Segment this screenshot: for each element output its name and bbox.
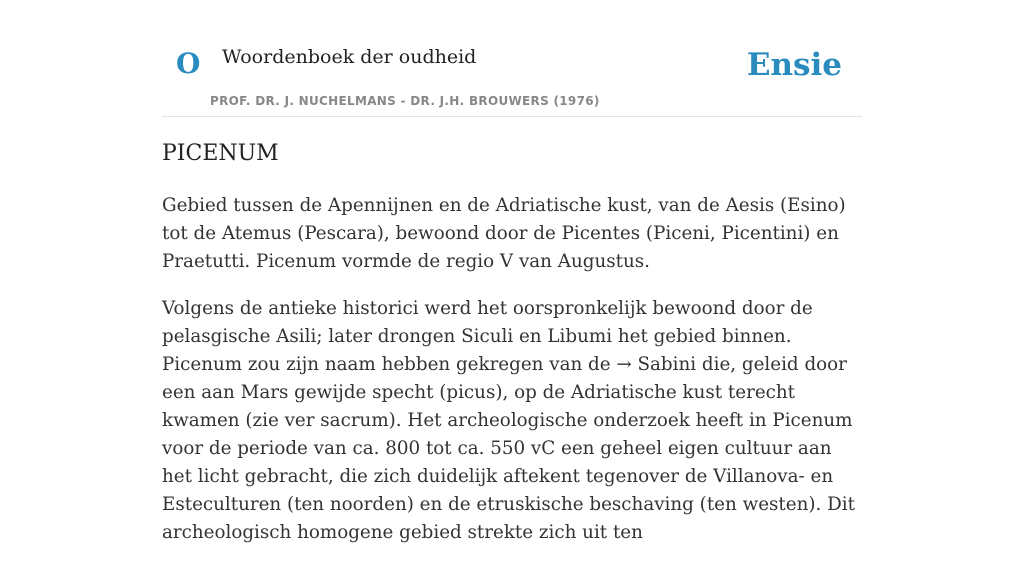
entry-paragraph: Volgens de antieke historici werd het oorspronkelijk bewoond door de pelasgische Asili; later drongen Siculi en Libumi het gebied binnen. Picenum zou zijn naam hebben gekregen van de → Sabini die, geleid door een aan Mars gewijde specht (picus), op de Adriatische kust terecht kwamen (zie ver sacrum). Het archeologische onderzoek heeft in Picenum voor de periode van ca. 800 tot ca. 550 vC een geheel eigen cultuur aan het licht gebracht, die zich duidelijk aftekent tegenover de Villanova- en Esteculturen (ten noorden) en de etruskische beschaving (ten westen). Dit archeologisch homogene gebied strekte zich uit ten — [162, 298, 855, 543]
index-letter[interactable]: O — [176, 47, 201, 80]
entry-title: PICENUM — [162, 141, 279, 166]
brand-logo[interactable]: Ensie — [746, 47, 842, 83]
entry-content — [162, 192, 862, 566]
entry-paragraph: Gebied tussen de Apennijnen en de Adriatische kust, van de Aesis (Esino) tot de Atemus (Pescara), bewoond door de Picentes (Piceni, Picentini) en Praetutti. Picenum vormde de regio V van Augustus. — [162, 195, 846, 272]
book-authors: PROF. DR. J. NUCHELMANS - DR. J.H. BROUWERS (1976) — [210, 94, 600, 108]
book-title[interactable]: Woordenboek der oudheid — [222, 46, 477, 68]
header — [162, 0, 862, 117]
